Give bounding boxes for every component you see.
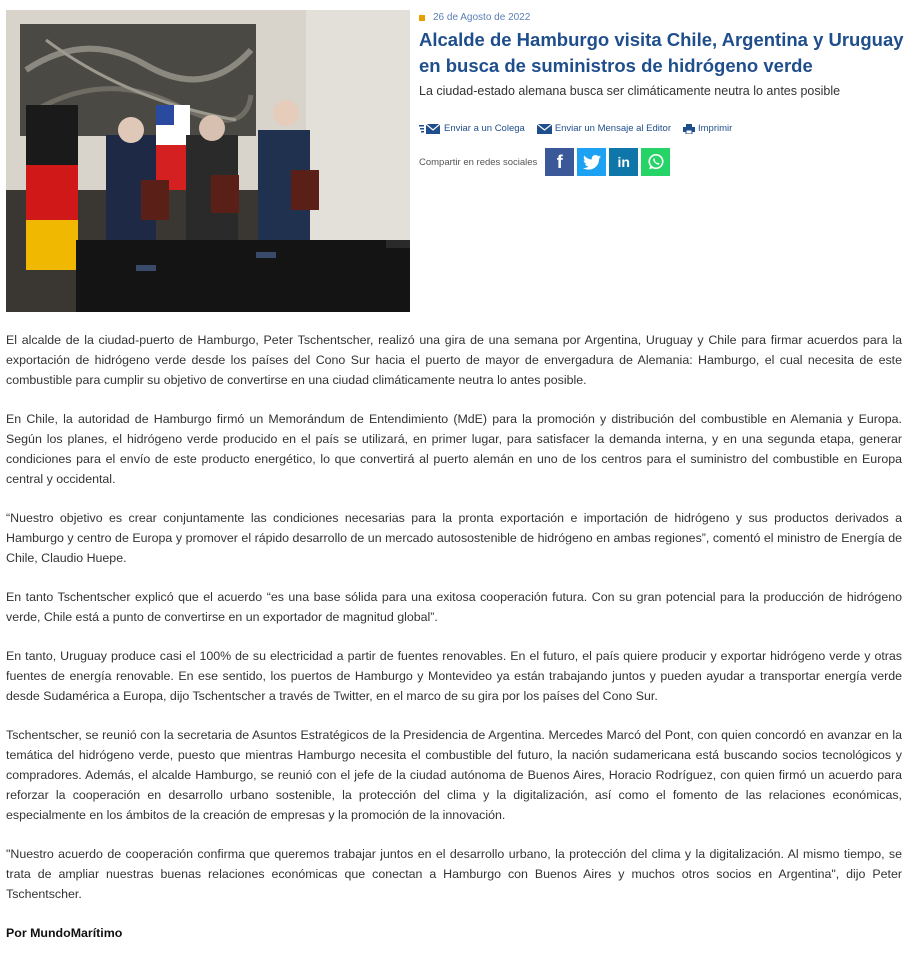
send-to-editor-label: Enviar un Mensaje al Editor <box>554 123 671 134</box>
date-marker-icon <box>419 15 425 21</box>
article-paragraph: En Chile, la autoridad de Hamburgo firmó un Memorándum de Entendimiento (MdE) para la promoción y distribución del combustible en Alemania y Europa. Según los planes, el hidrógeno verde producido en el país se utilizará, en primer lugar, para satisfacer la demanda interna, y en una segunda etapa, generar condiciones para el envío de este producto energético, lo que convertirá al puerto alemán en uno de los centros para el suministro del combustible en Europa central y occidental. <box>6 412 902 486</box>
article-paragraph: “Nuestro objetivo es crear conjuntamente las condiciones necesarias para la pronta exportación e importación de hidrógeno y sus productos derivados a Hamburgo y centro de Europa y promover el rápido desarrollo de un mercado autosostenible de hidrógeno en ambas regiones”, comentó el ministro de Energía de Chile, Claudio Huepe. <box>6 511 902 565</box>
share-label: Compartir en redes sociales <box>419 156 538 168</box>
print-label: Imprimir <box>697 123 733 134</box>
article-paragraph: "Nuestro acuerdo de cooperación confirma que queremos trabajar juntos en el desarrollo urbano, la protección del clima y la digitalización. Al mismo tiempo, se trata de ampliar nuestras buenas relaciones económicas que conectan a Hamburgo con Buenos Aires y muchos otros socios en Argentina", dijo Peter Tschentscher. <box>6 847 902 901</box>
article-subtitle: La ciudad-estado alemana busca ser climáticamente neutra lo antes posible <box>419 84 841 98</box>
send-to-editor-link[interactable] <box>537 123 671 134</box>
twitter-share-button[interactable] <box>577 148 606 176</box>
forward-mail-icon <box>419 124 441 134</box>
article-paragraph: Tschentscher, se reunió con la secretaria de Asuntos Estratégicos de la Presidencia de Argentina. Mercedes Marcó del Pont, con quien concordó en avanzar en la temática del hidrógeno verde, puesto que mientras Hamburgo necesita el combustible del futuro, la nación sudamericana está buscando socios tecnológicos y compradores. Además, el alcalde Hamburgo, se reunió con el jefe de la ciudad autónoma de Buenos Aires, Horacio Rodríguez, con quien firmó un acuerdo para reforzar la cooperación en desarrollo urbano sostenible, la protección del clima y la digitalización, así como el fomento de las relaciones económicas, especialmente en los ámbitos de la creación de empresas y la promoción de la innovación. <box>6 728 902 822</box>
article-paragraph: El alcalde de la ciudad-puerto de Hamburgo, Peter Tschentscher, realizó una gira de una semana por Argentina, Uruguay y Chile para firmar acuerdos para la exportación de hidrógeno verde desde los países del Cono Sur hacia el puerto de mayor de envergadura de Alemania: Hamburgo, el cual necesita de este combustible para cumplir su objetivo de convertirse en una ciudad climáticamente neutra lo antes posible. <box>6 333 902 387</box>
article-paragraph: En tanto, Uruguay produce casi el 100% de su electricidad a partir de fuentes renovables. En el futuro, el país quiere producir y exportar hidrógeno verde y otras fuentes de energía renovable. En ese sentido, los puertos de Hamburgo y Montevideo ya están trabajando juntos y pueden ayudar a transportar energía verde desde Sudamérica a Europa, dijo Tschentscher a través de Twitter, en el marco de su gira por los países del Cono Sur. <box>6 649 902 703</box>
article-body <box>6 330 902 962</box>
linkedin-share-button[interactable] <box>609 148 638 176</box>
mail-icon <box>537 124 552 134</box>
send-to-colleague-link[interactable] <box>419 123 525 134</box>
date-row <box>419 12 530 23</box>
send-to-colleague-label: Enviar a un Colega <box>444 123 525 134</box>
linkedin-icon: in <box>617 154 630 170</box>
printer-icon <box>683 124 695 134</box>
facebook-icon: f <box>556 151 563 172</box>
article-actions <box>419 123 744 134</box>
twitter-icon <box>583 155 601 170</box>
facebook-share-button[interactable] <box>545 148 574 176</box>
article-title: Alcalde de Hamburgo visita Chile, Argentina y Uruguay en busca de suministros de hidrógeno verde <box>419 29 904 76</box>
publication-date: 26 de Agosto de 2022 <box>433 12 531 23</box>
article-paragraph: En tanto Tschentscher explicó que el acuerdo “es una base sólida para una exitosa cooperación futura. Con su gran potencial para la producción de hidrógeno verde, Chile está a punto de convertirse en un exportador de magnitud global”. <box>6 590 902 624</box>
social-share-row <box>419 148 673 176</box>
whatsapp-icon <box>647 153 665 171</box>
article-photo <box>6 10 410 312</box>
whatsapp-share-button[interactable] <box>641 148 670 176</box>
print-link[interactable] <box>683 123 732 134</box>
article-byline: Por MundoMarítimo <box>6 926 123 940</box>
